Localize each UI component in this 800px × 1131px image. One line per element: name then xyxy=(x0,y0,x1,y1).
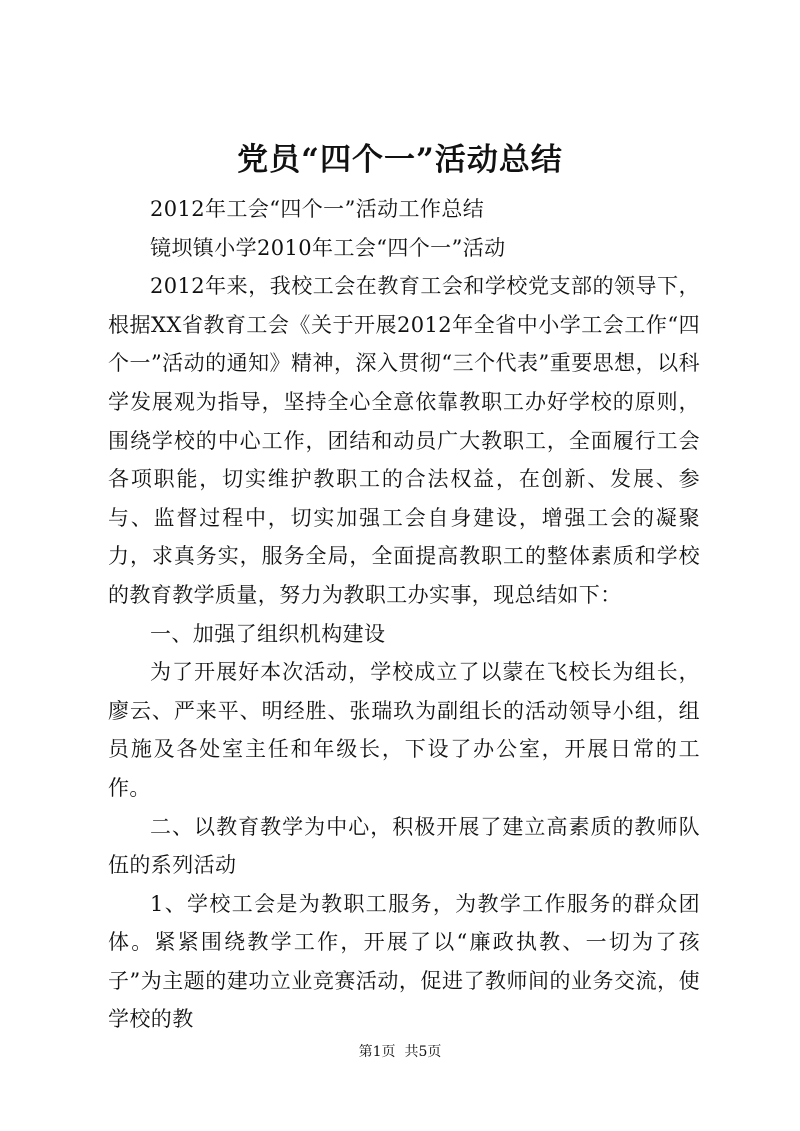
paragraph-subtitle-2: 镜坝镇小学2010年工会“四个一”活动 xyxy=(150,235,506,260)
page-footer xyxy=(0,1042,800,1062)
paragraph-subtitle-1: 2012年工会“四个一”活动工作总结 xyxy=(150,197,485,221)
paragraph-intro: 2012年来，我校工会在教育工会和学校党支部的领导下，根据XX省教育工会《关于开展2012年全省中小学工会工作“四个一”活动的通知》精神，深入贯彻“三个代表”重要思想，以科学发展观为指导，坚持全心全意依靠教职工办好学校的原则，围绕学校的中心工作，团结和动员广大教职工，全面履行工会各项职能，切实维护教职工的合法权益，在创新、发展、参与、监督过程中，切实加强工会自身建设，增强工会的凝聚力，求真务实，服务全局，全面提高教职工的整体素质和学校的教育教学质量，努力为教职工办实事，现总结如下： xyxy=(108,274,700,607)
document-body xyxy=(108,190,700,1039)
section-heading-1: 一、加强了组织机构建设 xyxy=(150,621,386,646)
paragraph-section-1: 为了开展好本次活动，学校成立了以蒙在飞校长为组长，廖云、严来平、明经胜、张瑞玖为副组长的活动领导小组，组员施及各处室主任和年级长，下设了办公室，开展日常的工作。 xyxy=(108,660,700,800)
paragraph-section-2-item-1: 1、学校工会是为教职工服务，为教学工作服务的群众团体。紧紧围绕教学工作，开展了以“廉政执教、一切为了孩子”为主题的建功立业竞赛活动，促进了教师间的业务交流，使学校的教 xyxy=(108,891,700,1032)
document-title: 党员“四个一”活动总结 xyxy=(237,142,563,178)
section-heading-2: 二、以教育教学为中心，积极开展了建立高素质的教师队伍的系列活动 xyxy=(108,814,700,878)
page-number: 第1页 共5页 xyxy=(358,1044,442,1060)
